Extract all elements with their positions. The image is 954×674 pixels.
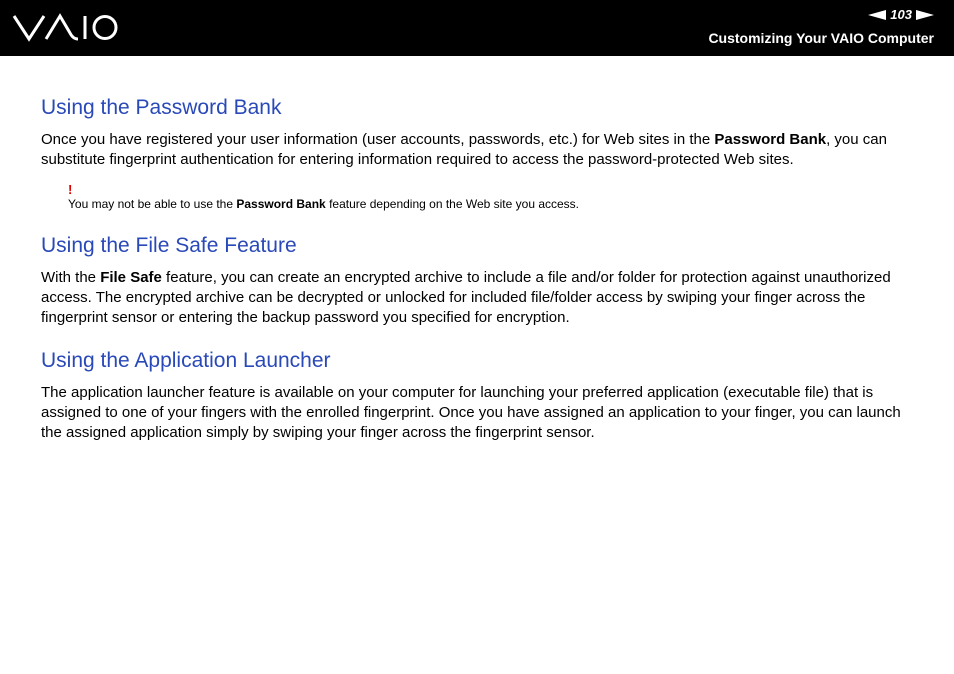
paragraph-file-safe [41,268,921,328]
bold-term: Password Bank [236,197,326,211]
page-header [0,0,954,56]
caution-note [68,183,921,212]
page-navigation [868,7,934,22]
text-run: Once you have registered your user information (user accounts, passwords, etc.) for Web sites in the [41,131,715,148]
exclamation-icon: ! [68,182,73,197]
bold-term: Password Bank [714,131,827,148]
page-number: 103 [890,7,912,22]
vaio-logo-icon [12,12,120,42]
section-title: Customizing Your VAIO Computer [708,30,934,46]
text-run: feature depending on the Web site you access. [325,197,580,211]
heading-password-bank: Using the Password Bank [41,96,282,119]
text-run: feature, you can create an encrypted archive to include a file and/or folder for protection against unauthorized access. The encrypted archive can be decrypted or unlocked for included file/folder access by swiping your finger across the fingerprint sensor or entering the backup password you specified for encryption. [41,269,891,326]
text-run: You may not be able to use the [68,197,237,211]
arrow-right-icon[interactable] [916,10,934,20]
heading-application-launcher: Using the Application Launcher [41,349,331,372]
page-content [41,94,921,443]
paragraph-application-launcher: The application launcher feature is available on your computer for launching your preferred application (executable file) that is assigned to one of your fingers with the enrolled fingerprint. Once you have assigned an application to your finger, you can launch the assigned application simply by swiping your finger across the fingerprint sensor. [41,384,901,441]
heading-file-safe: Using the File Safe Feature [41,234,297,257]
arrow-left-icon[interactable] [868,10,886,20]
text-run: With the [41,269,101,286]
paragraph-password-bank [41,130,921,170]
note-text [68,197,579,211]
spacer [41,328,921,347]
text-run: , you can substitute fingerprint authentication for entering information required to access the password-protected Web sites. [41,131,887,168]
bold-term: File Safe [100,269,162,286]
